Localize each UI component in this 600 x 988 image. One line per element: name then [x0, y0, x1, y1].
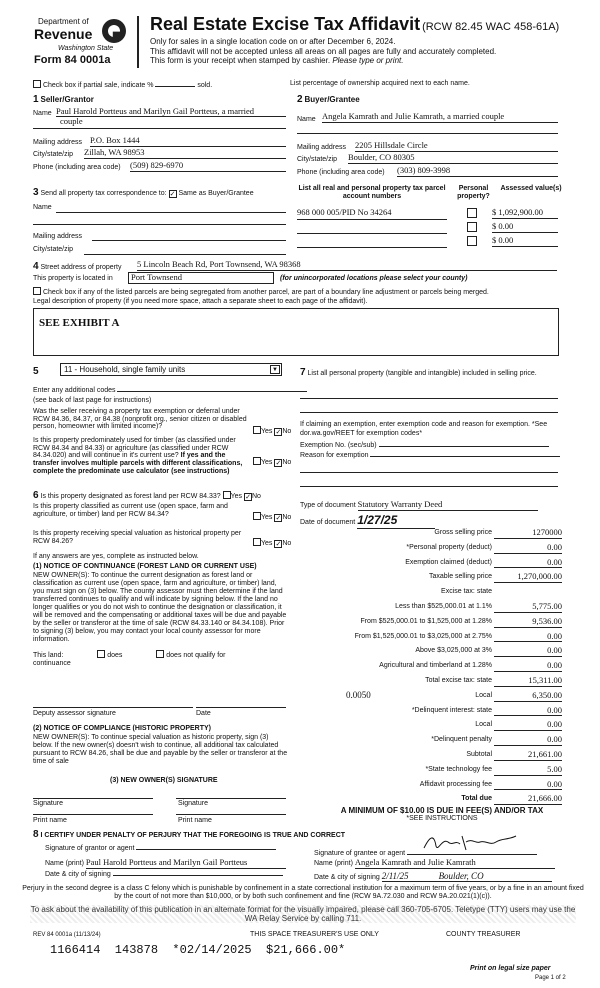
tax-row-label: Local: [475, 691, 492, 699]
tax-row: [300, 706, 562, 718]
tax-row-value[interactable]: 0.00: [494, 543, 562, 554]
grantor-print-name[interactable]: Paul Harold Portteus and Marilyn Gail Portteus: [86, 858, 286, 869]
personal-checkbox-2[interactable]: [467, 222, 477, 232]
s6q1-no-checkbox[interactable]: ✓: [245, 494, 251, 501]
county-treasurer: COUNTY TREASURER: [446, 931, 521, 938]
s6-q2-answers: Yes ✓No: [253, 512, 291, 522]
buyer-phone[interactable]: (303) 809-3998: [397, 166, 558, 177]
tax-row-label: Less than $525,000.01 at 1.1%: [395, 603, 492, 610]
tax-row: [300, 602, 562, 614]
tax-row-value[interactable]: 21,661.00: [494, 750, 562, 761]
tax-row: [300, 661, 562, 673]
section5-num: 5: [33, 366, 39, 377]
buyer-mail-label: Mailing address: [297, 144, 347, 151]
logo-revenue: Revenue: [34, 26, 93, 42]
seller-name-label: Name: [33, 110, 52, 117]
tax-row: [300, 720, 562, 732]
treasurer-use: THIS SPACE TREASURER'S USE ONLY: [250, 931, 379, 938]
tax-row-value[interactable]: 21,666.00: [494, 794, 562, 805]
tax-row-value[interactable]: 1270000: [494, 528, 562, 539]
buyer-city[interactable]: Boulder, CO 80305: [348, 153, 558, 164]
tax-row: [300, 794, 562, 806]
q-exemption: Was the seller receiving a property tax exemption or deferral under RCW 84.36, 84.37, or 84.38 (nonprofit org., senior citizen or disabled person, homeowner with limited income)?: [33, 408, 247, 431]
s6-pn2-label: Print name: [178, 817, 212, 824]
tax-row-label: Above $3,025,000 at 3%: [415, 647, 492, 655]
value-row-3[interactable]: $ 0.00: [492, 236, 558, 247]
seller-mail[interactable]: P.O. Box 1444: [90, 136, 286, 147]
tax-row-value[interactable]: 0.00: [494, 706, 562, 717]
located-note: (for unincorporated locations please select your county): [280, 275, 468, 282]
grantor-sig-row: Signature of grantor or agent: [45, 845, 276, 853]
tax-row-value[interactable]: 0.00: [494, 558, 562, 569]
page-number: Page 1 of 2: [535, 975, 566, 981]
grantee-name-row: Name (print) Angela Kamrath and Julie Kamrath: [314, 858, 555, 869]
partial-sale-post: sold.: [197, 82, 213, 89]
header-line3a: This form is your receipt when stamped by cashier.: [150, 56, 331, 66]
partial-sale-row: [33, 80, 212, 90]
q1-no-checkbox[interactable]: ✓: [275, 429, 282, 436]
tax-row-value[interactable]: 0.00: [494, 735, 562, 746]
tax-row-label: Agricultural and timberland at 1.28%: [379, 662, 492, 670]
tax-row: [300, 617, 562, 629]
located-label: This property is located in: [33, 275, 113, 282]
local-rate: 0.0050: [346, 690, 371, 700]
tax-row-value[interactable]: 0.00: [494, 632, 562, 643]
tax-row: [300, 780, 562, 792]
s6-q2: Is this property classified as current use (open space, farm and agriculture, or timber) land per RCW 84.34?: [33, 503, 228, 519]
seller-phone[interactable]: (509) 829-6970: [130, 161, 286, 172]
tax-row: [300, 646, 562, 658]
header-line1: Only for sales in a single location code on or after December 6, 2024.: [150, 37, 396, 46]
perjury-notice: Perjury in the second degree is a class C felony which is punishable by confinement in a state correctional institution for a maximum term of five years, or by a fine in an amount fixed by the court of not more than $10,000, or by both such confinement and fine (RCW 9A.72.030 and RCW 9A.20.021(1)(c)).: [22, 885, 584, 901]
tax-row-value[interactable]: 1,270,000.00: [494, 572, 562, 583]
section3-mail-label: Mailing address: [33, 233, 83, 240]
logo-dept: Department of: [38, 17, 89, 26]
see-instructions: *SEE INSTRUCTIONS: [406, 815, 478, 822]
s6-n1-body: NEW OWNER(S): To continue the current designation as forest land or classification as current use (open space, farm and agriculture, or timber) land, you must sign on (3) below. The county assessor must then determine if the land transferred continues to qualify and will indicate by signing below. If the land no longer qualifies or you do not wish to continue the designation or classification, it will be removed and the compensating or additional taxes will be due and payable by the seller or transferor at the time of sale (RCW 84.33.140 or 84.34.108). Prior to signing (3) below, you may contact your local county assessor for more information.: [33, 572, 287, 644]
s6q3-yes-checkbox[interactable]: [253, 538, 261, 546]
logo-state: Washington State: [58, 45, 114, 52]
q-exemption-answers: Yes ✓No: [253, 426, 291, 436]
section3-name-label: Name: [33, 204, 52, 211]
buyer-city-label: City/state/zip: [297, 156, 338, 163]
s6-note: If any answers are yes, complete as instructed below.: [33, 553, 199, 560]
codes-row: Enter any additional codes: [33, 387, 307, 395]
s6-q3: Is this property receiving special valuation as historical property per RCW 84.26?: [33, 530, 242, 546]
tax-row-value[interactable]: 5,775.00: [494, 602, 562, 613]
form-title-row: [150, 14, 559, 35]
section4-street-row: 4 Street address of property: [33, 261, 122, 272]
s6-q1: 6 Is this property designated as forest land per RCW 84.33? Yes ✓No: [33, 490, 261, 501]
use-code-value: 11 - Household, single family units: [64, 365, 186, 374]
exemption-no-row: Exemption No. (sec/sub): [300, 442, 549, 450]
buyer-mail[interactable]: 2205 Hillsdale Circle: [355, 141, 558, 152]
legal-label: Legal description of property (if you need more space, attach a separate sheet to each page of the affidavit).: [33, 298, 368, 305]
s6-sig1-label: Signature: [33, 800, 63, 807]
form-number: Form 84 0001a: [34, 54, 111, 66]
q2-yes-checkbox[interactable]: [253, 457, 261, 465]
alt-format-notice: To ask about the availability of this publication in an alternate format for the visually impaired, please call 360-705-6705. Teletype (TTY) users may use the WA Relay Service by calling 711.: [30, 905, 576, 924]
parcel-row-1[interactable]: 968 000 005/PID No 34264: [297, 208, 447, 220]
use-code-select[interactable]: [60, 363, 282, 376]
tax-row-label: *Delinquent interest: state: [411, 706, 492, 714]
grantor-signature[interactable]: [136, 849, 276, 850]
tax-row: [300, 691, 562, 703]
tax-row: [300, 735, 562, 747]
doc-date[interactable]: 1/27/25: [357, 514, 435, 529]
personal-checkbox-1[interactable]: [467, 208, 477, 218]
legal-description: SEE EXHIBIT A: [39, 317, 120, 329]
s6-pn1-label: Print name: [33, 817, 67, 824]
grantor-name-row: Name (print) Paul Harold Portteus and Marilyn Gail Portteus: [45, 858, 286, 869]
q1-yes-checkbox[interactable]: [253, 426, 261, 434]
section7-text: 7 List all personal property (tangible and intangible) included in selling price.: [300, 367, 537, 378]
tax-row-label: Affidavit processing fee: [419, 780, 492, 788]
partial-sale-label: Check box if partial sale, indicate %: [42, 82, 154, 89]
seller-phone-label: Phone (including area code): [33, 164, 121, 171]
continuance-label: continuance: [33, 660, 71, 667]
s6-q3-answers: Yes ✓No: [253, 538, 291, 548]
seller-city-label: City/state/zip: [33, 151, 74, 158]
partial-sale-checkbox[interactable]: [33, 80, 41, 88]
grantee-date-row: Date & city of signing 2/11/25 Boulder, CO: [314, 871, 552, 882]
form-rcw: (RCW 82.45 WAC 458-61A): [422, 21, 560, 33]
s6-sig2-label: Signature: [178, 800, 208, 807]
s6q2-yes-checkbox[interactable]: [253, 512, 261, 520]
doc-type-row: Type of document Statutory Warranty Deed: [300, 500, 538, 511]
tax-row: [300, 558, 562, 570]
s6-n2-body: NEW OWNER(S): To continue special valuation as historic property, sign (3) below. If the new owner(s) doesn't wish to continue, all additional tax calculated pursuant to RCW 84.26, shall be due and payable by the seller or transferor at the time of sale: [33, 734, 288, 766]
doc-date-row: Date of document 1/27/25: [300, 514, 435, 529]
deputy-date-label: Date: [196, 710, 211, 717]
tax-row-label: Total excise tax: state: [425, 677, 492, 684]
seller-city[interactable]: Zillah, WA 98953: [84, 148, 286, 159]
seller-heading: 1 Seller/Grantor: [33, 94, 94, 105]
parcel-row-3[interactable]: [297, 236, 447, 248]
header-notes: [150, 37, 590, 66]
tax-row-value[interactable]: 0.00: [494, 720, 562, 731]
treasurer-stamp: 1166414 143878 *02/14/2025 $21,666.00*: [50, 943, 346, 957]
same-as-buyer-checkbox[interactable]: ✓: [169, 191, 176, 198]
buyer-heading: 2 Buyer/Grantee: [297, 94, 360, 105]
exemption-text: If claiming an exemption, enter exemption code and reason for exemption. *See dor.wa.gov/REET for exemption codes*: [300, 421, 548, 437]
value-row-2[interactable]: $ 0.00: [492, 222, 558, 233]
ownership-note: List percentage of ownership acquired next to each name.: [290, 80, 470, 87]
tax-row-value[interactable]: 0.00: [494, 661, 562, 672]
located-select[interactable]: Port Townsend: [128, 272, 274, 284]
form-title: Real Estate Excise Tax Affidavit: [150, 14, 421, 34]
revenue-logo-icon: [102, 19, 126, 43]
parcel-row-2[interactable]: [297, 222, 447, 234]
q-timber-answers: Yes ✓No: [253, 457, 291, 467]
grantee-signature-scrawl: [420, 832, 520, 854]
personal-col-header: Personal property?: [457, 185, 490, 201]
tax-row-label: From $525,000.01 to $1,525,000 at 1.28%: [360, 617, 492, 625]
minimum-note: A MINIMUM OF $10.00 IS DUE IN FEE(S) AND/OR TAX: [340, 806, 544, 815]
property-street[interactable]: 5 Lincoln Beach Rd, Port Townsend, WA 98368: [137, 260, 557, 271]
tax-row-label: Exemption claimed (deduct): [405, 558, 492, 566]
s6q3-no-checkbox[interactable]: ✓: [275, 541, 282, 548]
personal-checkbox-3[interactable]: [467, 236, 477, 246]
seller-name[interactable]: Paul Harold Portteus and Marilyn Gail Portteus, a married couple: [56, 107, 286, 126]
tax-row-value[interactable]: 6,350.00: [494, 691, 562, 702]
reason-row: Reason for exemption: [300, 452, 560, 460]
grantee-sig-row: Signature of grantee or agent: [314, 845, 537, 858]
tax-row: [300, 750, 562, 762]
tax-row-label: Local: [475, 721, 492, 729]
tax-row-label: *State technology fee: [425, 765, 492, 773]
tax-row: [300, 632, 562, 644]
buyer-name-label: Name: [297, 116, 316, 123]
header-line3b: Please type or print.: [332, 56, 404, 66]
tax-row-value[interactable]: 0.00: [494, 780, 562, 791]
tax-row-label: Excise tax: state: [441, 588, 492, 596]
tax-row-value[interactable]: 5.00: [494, 765, 562, 776]
tax-row-label: Gross selling price: [434, 529, 492, 536]
section8-heading: 8 I CERTIFY UNDER PENALTY OF PERJURY THAT THE FOREGOING IS TRUE AND CORRECT: [33, 829, 346, 840]
seller-mail-label: Mailing address: [33, 139, 83, 146]
dor-logo: [30, 12, 130, 70]
segregated-checkbox[interactable]: [33, 287, 41, 295]
tax-row: [300, 676, 562, 688]
tax-row: [300, 528, 562, 540]
parcel-col-header: List all real and personal property tax parcel account numbers: [298, 185, 446, 201]
s6q1-yes-checkbox[interactable]: [223, 491, 231, 499]
tax-row-value[interactable]: 0.00: [494, 646, 562, 657]
does-checkbox[interactable]: [97, 650, 105, 658]
buyer-name[interactable]: Angela Kamrath and Julie Kamrath, a married couple: [322, 112, 558, 123]
buyer-phone-label: Phone (including area code): [297, 169, 385, 176]
s6-n3: (3) NEW OWNER(S) SIGNATURE: [110, 777, 218, 784]
doc-type[interactable]: Statutory Warranty Deed: [358, 500, 538, 511]
grantee-date-city[interactable]: 2/11/25 Boulder, CO: [382, 871, 552, 882]
s6q2-no-checkbox[interactable]: ✓: [275, 515, 282, 522]
s6-n1-head: (1) NOTICE OF CONTINUANCE (FOREST LAND OR CURRENT USE): [33, 563, 257, 570]
value-col-header: Assessed value(s): [500, 185, 562, 192]
s6-n2-head: (2) NOTICE OF COMPLIANCE (HISTORIC PROPERTY): [33, 725, 211, 732]
tax-row-value[interactable]: 9,536.00: [494, 617, 562, 628]
segregated-row: Check box if any of the listed parcels are being segregated from another parcel, are part of a boundary line adjustment or parcels being merged.: [33, 287, 489, 297]
this-land-row: This land: does does not qualify for: [33, 652, 226, 659]
tax-row-label: *Personal property (deduct): [406, 543, 492, 551]
section3-city-label: City/state/zip: [33, 246, 74, 253]
tax-row-label: Taxable selling price: [428, 573, 492, 581]
section3-heading: 3 Send all property tax correspondence to: ✓ Same as Buyer/Grantee: [33, 187, 254, 198]
header-line2: This affidavit will not be accepted unless all areas on all pages are fully and accurately completed.: [150, 46, 497, 56]
tax-row: [300, 587, 562, 599]
codes-note: (see back of last page for instructions): [33, 397, 152, 404]
tax-row-label: Total due: [461, 795, 492, 803]
q-timber: Is this property predominately used for timber (as classified under RCW 84.34 and 84.33) or agriculture (as classified under RCW 84.34.020) and will continue in it's current use? If yes and the transfer involves multiple parcels with different classifications, complete the predominate use calculator (see instructions): [33, 437, 243, 475]
deputy-sig-label: Deputy assessor signature: [33, 710, 116, 717]
tax-row-label: *Delinquent penalty: [431, 736, 492, 744]
chevron-down-icon[interactable]: ▼: [270, 365, 280, 374]
grantor-date-row: Date & city of signing: [45, 871, 283, 879]
legal-description-box[interactable]: [33, 308, 559, 356]
value-row-1[interactable]: $ 1,092,900.00: [492, 208, 558, 219]
does-not-checkbox[interactable]: [156, 650, 164, 658]
tax-row: [300, 572, 562, 584]
tax-row: [300, 543, 562, 555]
tax-row-label: Subtotal: [466, 751, 492, 758]
grantor-date-city[interactable]: [113, 875, 283, 876]
rev-number: REV 84 0001a (11/13/24): [33, 932, 101, 938]
legal-size-note: Print on legal size paper: [470, 965, 551, 972]
tax-row: [300, 765, 562, 777]
q2-no-checkbox[interactable]: ✓: [275, 460, 282, 467]
tax-row-label: From $1,525,000.01 to $3,025,000 at 2.75%: [354, 632, 492, 640]
grantee-print-name[interactable]: Angela Kamrath and Julie Kamrath: [355, 858, 555, 869]
tax-row-value[interactable]: 15,311.00: [494, 676, 562, 687]
